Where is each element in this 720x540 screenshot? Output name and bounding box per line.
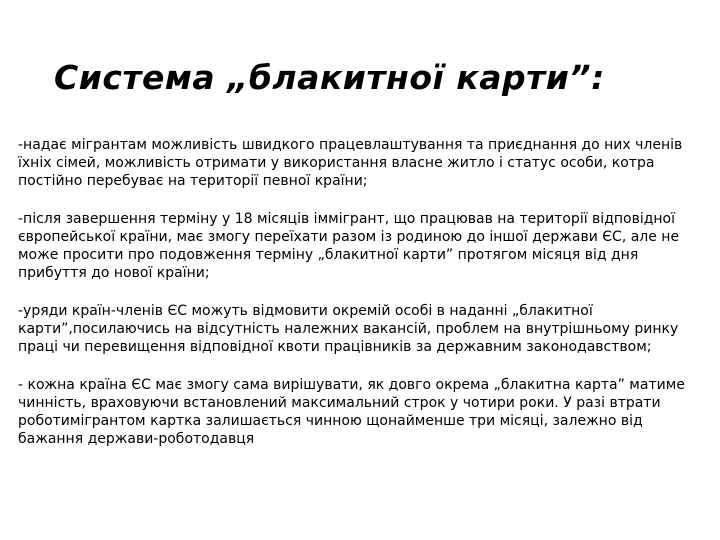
slide-title: Система „блакитної карти”: <box>54 58 605 97</box>
paragraph-3: -уряди країн-членів ЄС можуть відмовити окремій особі в наданні „блакитної карти”,посилаючись на відсутність належних вакансій, проблем на внутрішньому ринку праці чи перевищення відповідної квоти працівників за державним законодавством; <box>18 303 679 355</box>
paragraph-2: -після завершення терміну у 18 місяців іммігрант, що працював на території відповідної європейської країни, має змогу переїхати разом із родиною до іншої держави ЄС, але не може просити про подовження терміну „блакитної карти” протягом місяця від дня прибуття до нової країни; <box>18 211 680 281</box>
paragraph-1: -надає мігрантам можливість швидкого працевлаштування та приєднання до них членів їхніх сімей, можливість отримати у використання власне житло і статус особи, котра постійно перебуває на території певної країни; <box>18 137 683 189</box>
slide-body <box>18 136 692 468</box>
paragraph-4: - кожна країна ЄС має змогу сама вирішувати, як довго окрема „блакитна карта” матиме чинність, враховуючи встановлений максимальний строк у чотири роки. У разі втрати роботимігрантом картка залишається чинною щонайменше три місяці, залежно від бажання держави-роботодавця <box>18 377 685 447</box>
